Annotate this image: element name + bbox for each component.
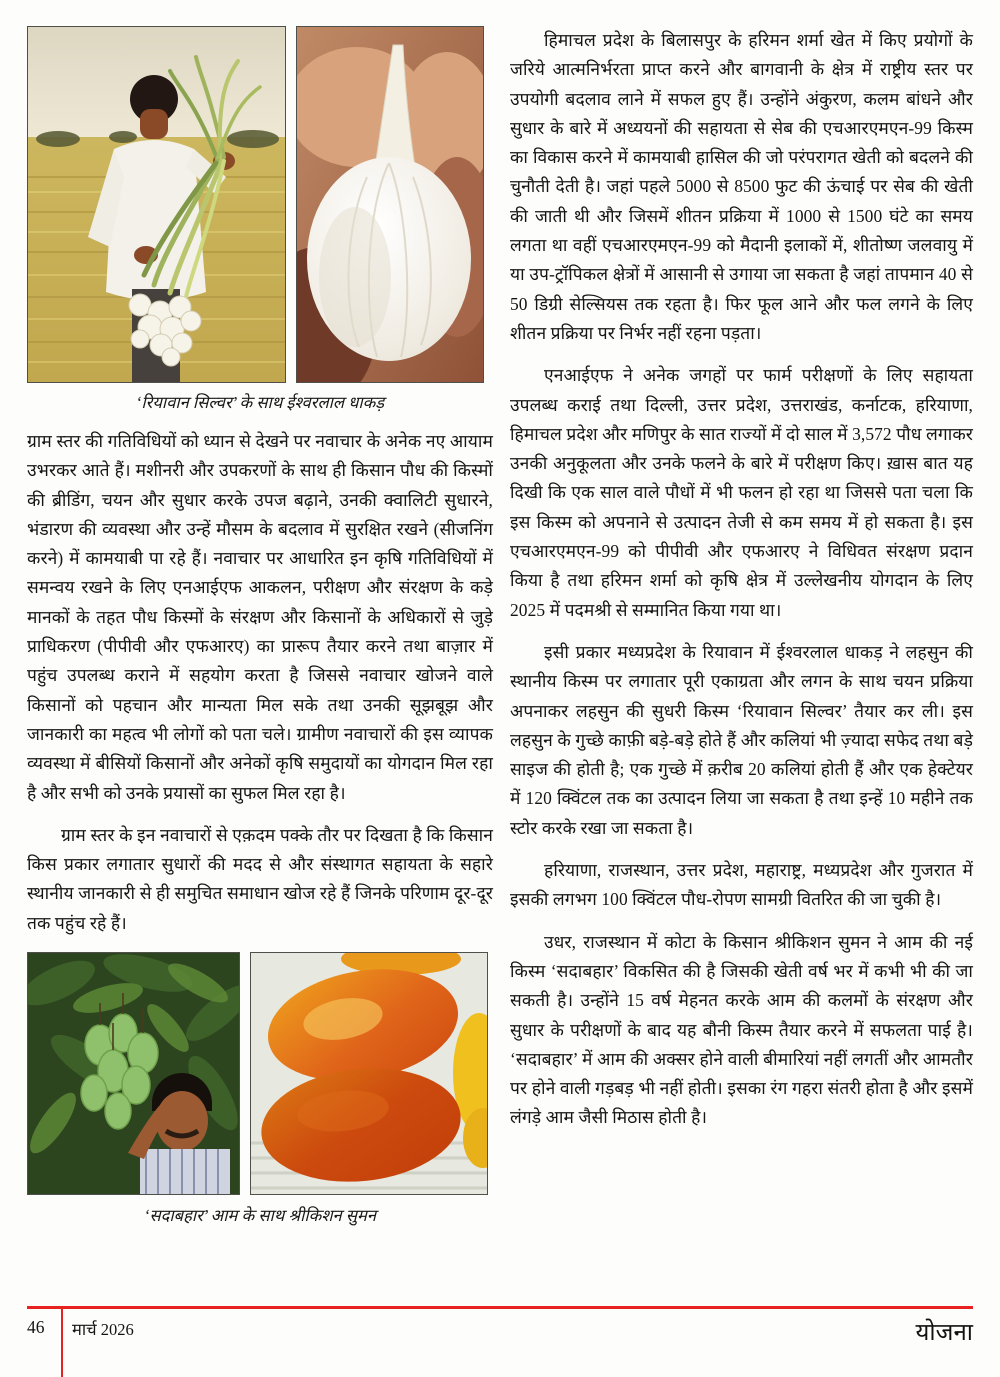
- farmer-mango-illustration: [28, 953, 239, 1194]
- garlic-photo-row: [27, 26, 493, 383]
- farmer-mango-photo: [27, 952, 240, 1195]
- issue-date: मार्च 2026: [72, 1320, 134, 1339]
- garlic-figure-caption: ‘रियावान सिल्वर’ के साथ ईश्वरलाल धाकड़: [135, 393, 385, 412]
- mango-figure-caption: ‘सदाबहार’ आम के साथ श्रीकिशन सुमन: [143, 1206, 376, 1226]
- footer-row: [27, 1309, 973, 1373]
- page-footer: [27, 1306, 973, 1367]
- mango-photo-row: [27, 952, 493, 1195]
- page-number: 46: [27, 1317, 45, 1337]
- garlic-bulb-photo: [296, 26, 484, 383]
- garlic-figure: [27, 26, 493, 413]
- right-paragraph-3: इसी प्रकार मध्यप्रदेश के रियावान में ईश्वरलाल धाकड़ ने लहसुन की स्थानीय किस्म पर लगातार पूरी एकाग्रता और लगन के साथ चयन प्रक्रिया अपनाकर लहसुन की सुधरी किस्म ‘रियावान सिल्वर’ तैयार कर ली। इस लहसुन के गुच्छे काफ़ी बड़े-बड़े होते हैं और कलियां भी ज़्यादा सफेद तथा बड़े साइज की होती है; एक गुच्छे में क़रीब 20 कलियां होती हैं और एक हेक्टेयर में 120 क्विंटल तक का उत्पादन लिया जा सकता है तथा इन्हें 10 महीने तक स्टोर करके रखा जा सकता है।: [510, 641, 973, 838]
- right-paragraph-4: हरियाणा, राजस्थान, उत्तर प्रदेश, महाराष्ट्र, मध्यप्रदेश और गुजरात में इसकी लगभग 100 क्विंटल पौध-रोपण सामग्री वितरित की जा चुकी है।: [510, 860, 973, 910]
- left-column: [27, 26, 493, 1228]
- left-paragraph-2: ग्राम स्तर के इन नवाचारों से एक़दम पक्के तौर पर दिखता है कि किसान किस प्रकार लगातार सुधारों की मदद से और संस्थागत सहायता के सहारे स्थानीय जानकारी से ही समुचित समाधान खोज रहे हैं जिनके परिणाम दूर-दूर तक पहुंच रहे हैं।: [27, 824, 493, 933]
- farmer-garlic-illustration: [28, 27, 285, 382]
- farmer-garlic-photo: [27, 26, 286, 383]
- mango-halves-photo: [250, 952, 488, 1195]
- mango-figure: [27, 952, 493, 1226]
- mango-halves-illustration: [251, 953, 487, 1194]
- garlic-bulb-illustration: [297, 27, 483, 382]
- right-column: [510, 26, 973, 1228]
- left-paragraph-1: ग्राम स्तर की गतिविधियों को ध्यान से देखने पर नवाचार के अनेक नए आयाम उभरकर आते हैं। मशीनरी और उपकरणों के साथ ही किसान पौध की किस्मों की ब्रीडिंग, चयन और सुधार करके उपज बढ़ाने, उनकी क्वालिटी सुधारने, भंडारण की व्यवस्था और उन्हें मौसम के बदलाव में सुरक्षित रखने (सीजनिंग करने) में कामयाबी पा रहे हैं। नवाचार पर आधारित इन कृषि गतिविधियों में समन्वय रखने के लिए एनआईएफ आकलन, परीक्षण और संरक्षण के कड़े मानकों के तहत पौध किस्मों के संरक्षण और किसानों के अधिकारों से जुड़े प्राधिकरण (पीपीवी और एफआरए) का प्रारूप तैयार करने तथा बाज़ार में पहुंच उपलब्ध कराने में सहयोग करता है जिससे नवाचार खोजने वाले किसानों को पहचान और मान्यता मिल सके तथा उनकी सूझबूझ और जानकारी का महत्व भी लोगों को पता चले। ग्रामीण नवाचारों की इस व्यापक व्यवस्था में बीसियों किसानों और अनेकों कृषि समुदायों का योगदान मिल रहा है और सभी को उनके प्रयासों का सुफल मिल रहा है।: [27, 431, 493, 803]
- right-paragraph-2: एनआईएफ ने अनेक जगहों पर फार्म परीक्षणों के लिए सहायता उपलब्ध कराई तथा दिल्ली, उत्तर प्रदेश, उत्तराखंड, कर्नाटक, हरियाणा, हिमाचल प्रदेश और मणिपुर के सात राज्यों में दो साल में 3,572 पौध लगाकर उनकी अनुकूलता और उनके फलने के बारे में परीक्षण किए। ख़ास बात यह दिखी कि एक साल वाले पौधों में भी फलन हो रहा था जिससे पता चला कि इस किस्म को अपनाने से उत्पादन तेजी से कम समय में हो सकता है। इस एचआरएमएन-99 को पीपीवी और एफआरए ने विधिवत संरक्षण प्रदान किया है तथा हरिमन शर्मा को कृषि क्षेत्र में उल्लेखनीय योगदान के लिए 2025 में पदमश्री से सम्मानित किया गया था।: [510, 365, 973, 620]
- right-paragraph-5: उधर, राजस्थान में कोटा के किसान श्रीकिशन सुमन ने आम की नई किस्म ‘सदाबहार’ विकसित की है जिसकी खेती वर्ष भर में कभी भी की जा सकती है। उन्होंने 15 वर्ष मेहनत करके आम की कलमों के संरक्षण और सुधार के परीक्षणों के बाद यह बौनी किस्म तैयार करने में सफलता पाई है। ‘सदाबहार’ में आम की अक्सर होने वाली बीमारियां नहीं लगतीं और आमतौर पर होने वाली गड़बड़ भी नहीं होती। इसका रंग गहरा संतरी होता है और इसमें लंगड़े आम जैसी मिठास होती है।: [510, 931, 973, 1128]
- right-paragraph-1: हिमाचल प्रदेश के बिलासपुर के हरिमन शर्मा खेत में किए प्रयोगों के जरिये आत्मनिर्भरता प्राप्त करने और बागवानी के क्षेत्र में राष्ट्रीय स्तर पर उपयोगी बदलाव लाने में सफल हुए हैं। उन्होंने अंकुरण, कलम बांधने और सुधार के बारे में अध्ययनों की सहायता से सेब की एचआरएमएन-99 किस्म का विकास करने में कामयाबी हासिल की जो परंपरागत खेती को बदलने की चुनौती देती है। जहां पहले 5000 से 8500 फुट की ऊंचाई पर सेब की खेती की जाती थी और जिसमें शीतन प्रक्रिया में 1000 से 1500 घंटे का समय लगता था वहीं एचआरएमएन-99 को मैदानी इलाकों में, शीतोष्ण जलवायु में या उप-ट्रॉपिकल क्षेत्रों में आसानी से उगाया जा सकता है जहां तापमान 40 से 50 डिग्री सेल्सियस तक रहता है। फिर फूल आने और फल लगने के लिए शीतन प्रक्रिया पर निर्भर नहीं रहना पड़ता।: [510, 30, 973, 343]
- magazine-name: योजना: [915, 1320, 973, 1346]
- footer-red-divider: [61, 1306, 63, 1377]
- two-column-layout: [27, 26, 973, 1228]
